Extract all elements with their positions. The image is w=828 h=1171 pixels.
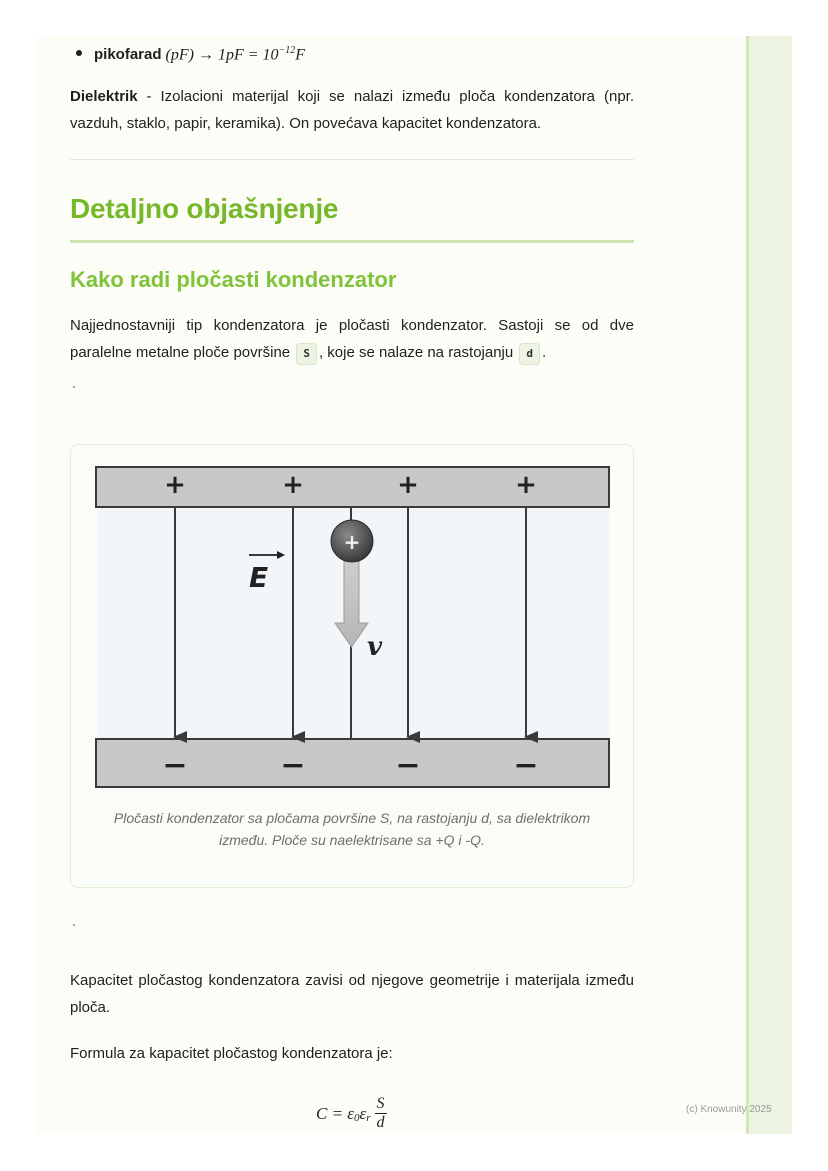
- capacitor-figure: [70, 444, 634, 888]
- capacitance-formula: [316, 1095, 387, 1132]
- math-eq: 1pF = 10: [217, 46, 279, 64]
- bullet-term: pikofarad: [94, 46, 162, 64]
- intro-text-2: , koje se nalaze na rastojanju: [318, 344, 518, 361]
- heading-plate-capacitor: Kako radi pločasti kondenzator: [70, 267, 397, 292]
- code-d: d: [519, 343, 540, 365]
- velocity-label-v: v: [367, 632, 383, 662]
- code-s: S: [296, 343, 317, 365]
- bullet-math: [166, 40, 306, 66]
- intro-text-3: .: [542, 344, 547, 361]
- math-pf: (pF): [165, 46, 194, 64]
- formula-sub-r: r: [366, 1111, 371, 1124]
- bullet-dot: [76, 50, 82, 56]
- backtick-mark: `: [72, 922, 76, 936]
- section-divider: [70, 159, 634, 160]
- field-label-e: E: [249, 561, 269, 594]
- math-unit: F: [295, 46, 306, 64]
- dielectric-text: - Izolacioni materijal koji se nalazi između ploča kondenzatora (npr. vazduh, staklo, papir, keramika). On povećava kapacitet kondenzatora.: [70, 88, 634, 132]
- formula-eps-r: ε: [359, 1103, 367, 1123]
- formula-fraction: [375, 1095, 387, 1132]
- dielectric-paragraph: [70, 83, 634, 137]
- right-sidebar-strip: [746, 36, 792, 1134]
- plus-sign: +: [282, 470, 304, 500]
- plus-sign: +: [515, 470, 537, 500]
- intro-paragraph: [70, 312, 634, 366]
- minus-sign: −: [280, 748, 306, 783]
- charge-plus-sign: +: [343, 530, 361, 554]
- minus-sign: −: [162, 748, 188, 783]
- dielectric-term: Dielektrik: [70, 88, 138, 105]
- intro-text-1: Najjednostavniji tip kondenzatora je pločasti kondenzator. Sastoji se od dve paralelne metalne ploče površine: [70, 317, 634, 361]
- backtick-mark: `: [72, 384, 76, 398]
- heading-underline: [70, 240, 634, 243]
- math-arrow: →: [197, 46, 214, 64]
- plus-sign: +: [397, 470, 419, 500]
- copyright-footer: (c) Knowunity 2025: [686, 1104, 772, 1115]
- minus-sign: −: [395, 748, 421, 783]
- bullet-picofarad: [70, 40, 634, 66]
- fraction-denominator: d: [376, 1114, 385, 1131]
- plus-sign: +: [164, 470, 186, 500]
- capacity-paragraph: Kapacitet pločastog kondenzatora zavisi od njegove geometrije i materijala između ploča.: [70, 972, 634, 1016]
- fraction-numerator: S: [376, 1095, 385, 1112]
- math-exponent: −12: [278, 45, 296, 56]
- formula-sub-0: 0: [354, 1111, 360, 1124]
- minus-sign: −: [513, 748, 539, 783]
- figure-caption: Pločasti kondenzator sa pločama površine S, na rastojanju d, sa dielektrikom između. Ploče su naelektrisane sa +Q i -Q.: [113, 810, 591, 848]
- formula-lhs: C = ε: [316, 1103, 355, 1123]
- heading-detailed-explanation: Detaljno objašnjenje: [70, 193, 339, 224]
- formula-intro: Formula za kapacitet pločastog kondenzatora je:: [70, 1045, 393, 1062]
